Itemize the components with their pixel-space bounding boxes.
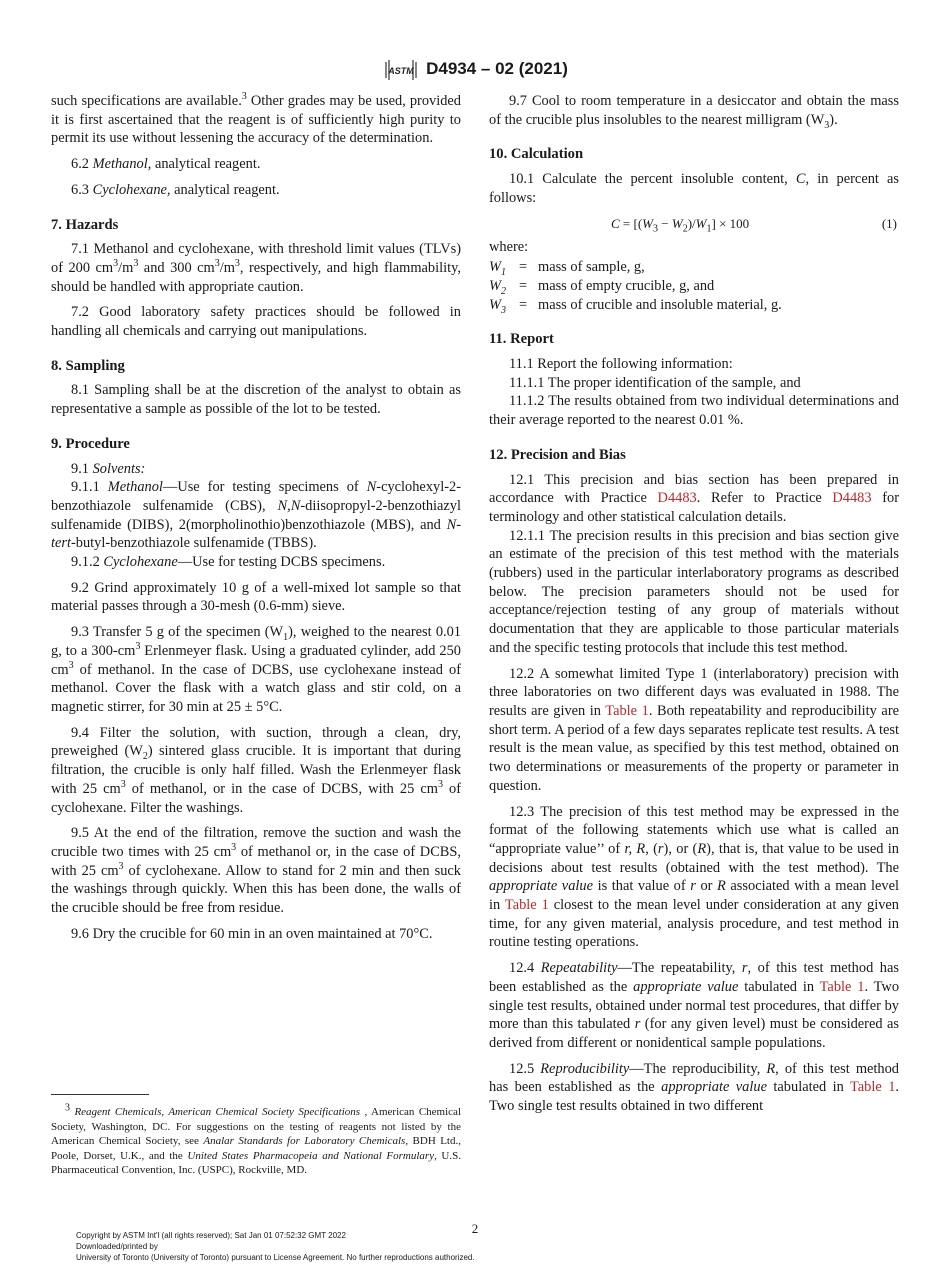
section-heading-precision-bias: 12. Precision and Bias — [489, 446, 626, 463]
section-heading-hazards: 7. Hazards — [51, 216, 119, 233]
equation-1 — [489, 214, 899, 234]
section-heading-report: 11. Report — [489, 331, 554, 348]
paragraph-12-5: 12.5 Reproducibility—The reproducibility, R, of this test method has been established as the appropriate value tabulated in Table 1. Two single test results obtained in two different — [489, 1060, 900, 1115]
paragraph-12-4: 12.4 Repeatability—The repeatability, r, of this test method has been established as the appropriate value tabulated in Table 1. Two single test results, obtained under normal test procedures, that differ by more than this tabulated r (for any given level) must be considered as derived from different or nonidentical sample populations. — [489, 960, 900, 1051]
link-d4483[interactable]: D4483 — [832, 490, 872, 507]
copyright-notice: Copyright by ASTM Int'l (all rights reserved); Sat Jan 01 07:52:32 GMT 2022 Downloaded/printed by University of Toronto (University of Toronto) pursuant to License Agreement. No further reproductions authorized. — [76, 1231, 475, 1262]
left-column — [51, 92, 461, 943]
footnote-divider — [51, 1094, 149, 1095]
definition-w3: $W_3$ = mass of crucible and insoluble material, g. — [489, 296, 782, 316]
paragraph-7-1: 7.1 Methanol and cyclohexane, with threshold limit values (TLVs) of 200 $cm^3/m^3$ and 300 $cm^3/m^3$, respectively, and high flammability, should be handled with appropriate caution. — [51, 241, 461, 295]
paragraph-9-7: 9.7 Cool to room temperature in a desiccator and obtain the mass of the crucible plus insolubles to the nearest milligram $(W_3)$. — [489, 93, 899, 131]
page-number: 2 — [471, 1221, 479, 1236]
paragraph-12-1: 12.1 This precision and bias section has been prepared in accordance with Practice D4483. Refer to Practice D4483 for terminology and other statistical calculation details. — [489, 471, 899, 525]
definition-w2: $W_2$ = mass of empty crucible, g, and — [489, 277, 715, 297]
paragraph-10-1: 10.1 Calculate the percent insoluble content, C, in percent as follows: — [489, 171, 900, 206]
paragraph-9-6: 9.6 Dry the crucible for 60 min in an oven maintained at 70°C. — [71, 925, 433, 942]
paragraph-9-1-2: 9.1.2 Cyclohexane—Use for testing DCBS specimens. — [71, 554, 386, 571]
paragraph-12-2: 12.2 A somewhat limited Type 1 (interlaboratory) precision with three laboratories on two different days was evaluated in 1988. The results are given in Table 1. Both repeatability and reproducibility are short term. A period of a few days separates replicate test results. A test result is the mean value, as specified by this test method, obtained on two determinations or measurements of the property or parameter in question. — [489, 665, 899, 794]
paragraph-6-3: 6.3 Cyclohexane, analytical reagent. — [71, 181, 280, 198]
astm-logo-icon — [382, 58, 420, 82]
link-table-1[interactable]: Table 1 — [504, 897, 549, 914]
definition-w1: $W_1$ = mass of sample, g, — [489, 259, 645, 279]
paragraph-12-3: 12.3 The precision of this test method may be expressed in the format of the following statements which use what is called an “appropriate value’’ of r, R, (r), or (R), that is, that value to be used in decisions about test results (obtained with the test method). The appropriate value is that value of r or R associated with a mean level in Table 1 closest to the mean level under consideration at any given time, for any given material, analysis procedure, and test method in routine testing operations. — [489, 803, 899, 951]
paragraph-12-1-1: 12.1.1 The precision results in this precision and bias section give an estimate of the precision of this test method with the materials (rubbers) used in the particular interlaboratory programs as described below. The precision parameters should not be used for acceptance/rejection testing of any group of materials without documentation that they are applicable to those particular materials and the specific testing protocols that include this test method. — [489, 527, 899, 656]
link-d4483[interactable]: D4483 — [657, 490, 697, 507]
paragraph-8-1: 8.1 Sampling shall be at the discretion of the analyst to obtain as representative a sample as possible of the lot to be tested. — [51, 382, 461, 418]
svg-text:ASTM: ASTM — [388, 65, 414, 76]
designation: D4934 – 02 (2021) — [426, 59, 568, 78]
paragraph-6-2: 6.2 Methanol, analytical reagent. — [71, 156, 261, 173]
footnote-3: $^3$ Reagent Chemicals, American Chemical Society Specifications , American Chemical Society, Washington, DC. For suggestions on the testing of reagents not listed by the American Chemical Society, see Analar Standards for Laboratory Chemicals, BDH Ltd., Poole, Dorset, U.K., and the United States Pharmacopeia and National Formulary, U.S. Pharmaceutical Convention, Inc. (USPC), Rockville, MD. — [51, 1102, 461, 1177]
equation-expression: $C = [(W_3 - W_2)/W_1] \times 100$ — [611, 215, 750, 235]
section-heading-procedure: 9. Procedure — [51, 435, 130, 452]
paragraph-9-1-1: 9.1.1 Methanol—Use for testing specimens of N-cyclohexyl-2-benzothiazole sulfenamide (CBS), N,N-diisopropyl-2-benzothiazyl sulfenamide (DIBS), 2(morpholinothio)benzothiazole (MBS), and N-tert-butyl-benzothiazole sulfenamide (TBBS). — [51, 479, 461, 552]
paragraph-9-3: 9.3 Transfer 5 g of the specimen $(W_1)$, weighed to the nearest 0.01 g, to a $300-cm^3$ Erlenmeyer flask. Using a graduated cylinder, add 250 $cm^3$ of methanol. In the case of DCBS, use cyclohexane instead of methanol. Cover the flask with a watch glass and stir cold, on a magnetic stirrer, for 30 min at 25 ± 5°C. — [51, 624, 461, 715]
where-label: where: — [489, 238, 529, 255]
right-column — [489, 92, 899, 1116]
variable-definitions — [489, 258, 899, 314]
link-table-1[interactable]: Table 1 — [605, 702, 649, 719]
page-header — [0, 56, 950, 82]
section-heading-calculation: 10. Calculation — [489, 146, 584, 163]
footnote-ref[interactable]: 3 — [241, 91, 247, 103]
paragraph-11-1-2: 11.1.2 The results obtained from two individual determinations and their average reported to the nearest 0.01 %. — [489, 393, 899, 429]
paragraph-9-4: 9.4 Filter the solution, with suction, through a clean, dry, preweighed $(W_2)$ sintered glass crucible. It is important that during filtration, the crucible is only half filled. Wash the Erlenmeyer flask with 25 $cm^3$ of methanol, or in the case of DCBS, with 25 $cm^3$ of cyclohexane. Filter the washings. — [51, 724, 461, 816]
link-table-1[interactable]: Table 1 — [850, 1079, 896, 1096]
paragraph-9-2: 9.2 Grind approximately 10 g of a well-mixed lot sample so that material passes through a 30-mesh (0.6-mm) sieve. — [51, 579, 461, 615]
link-table-1[interactable]: Table 1 — [819, 978, 865, 995]
section-heading-sampling: 8. Sampling — [51, 357, 125, 374]
paragraph-9-1: 9.1 Solvents: — [71, 460, 146, 477]
paragraph-9-5: 9.5 At the end of the filtration, remove the suction and wash the crucible two times with 25 $cm^3$ of methanol or, in the case of DCBS, with 25 $cm^3$ of cyclohexane. Allow to stand for 2 min and then suck the washings through quickly. When this has been done, the walls of the crucible should be free from residue. — [51, 825, 461, 917]
paragraph-11-1-1: 11.1.1 The proper identification of the sample, and — [509, 374, 801, 391]
paragraph-11-1: 11.1 Report the following information: — [509, 356, 733, 373]
paragraph-7-2: 7.2 Good laboratory safety practices should be followed in handling all chemicals and carrying out manipulations. — [51, 304, 461, 340]
paragraph-6-1-cont: such specifications are available.$^3$ Other grades may be used, provided it is first ascertained that the reagent is of sufficiently high purity to permit its use without lessening the accuracy of the determination. — [51, 91, 461, 147]
equation-number: (1) — [881, 215, 897, 231]
